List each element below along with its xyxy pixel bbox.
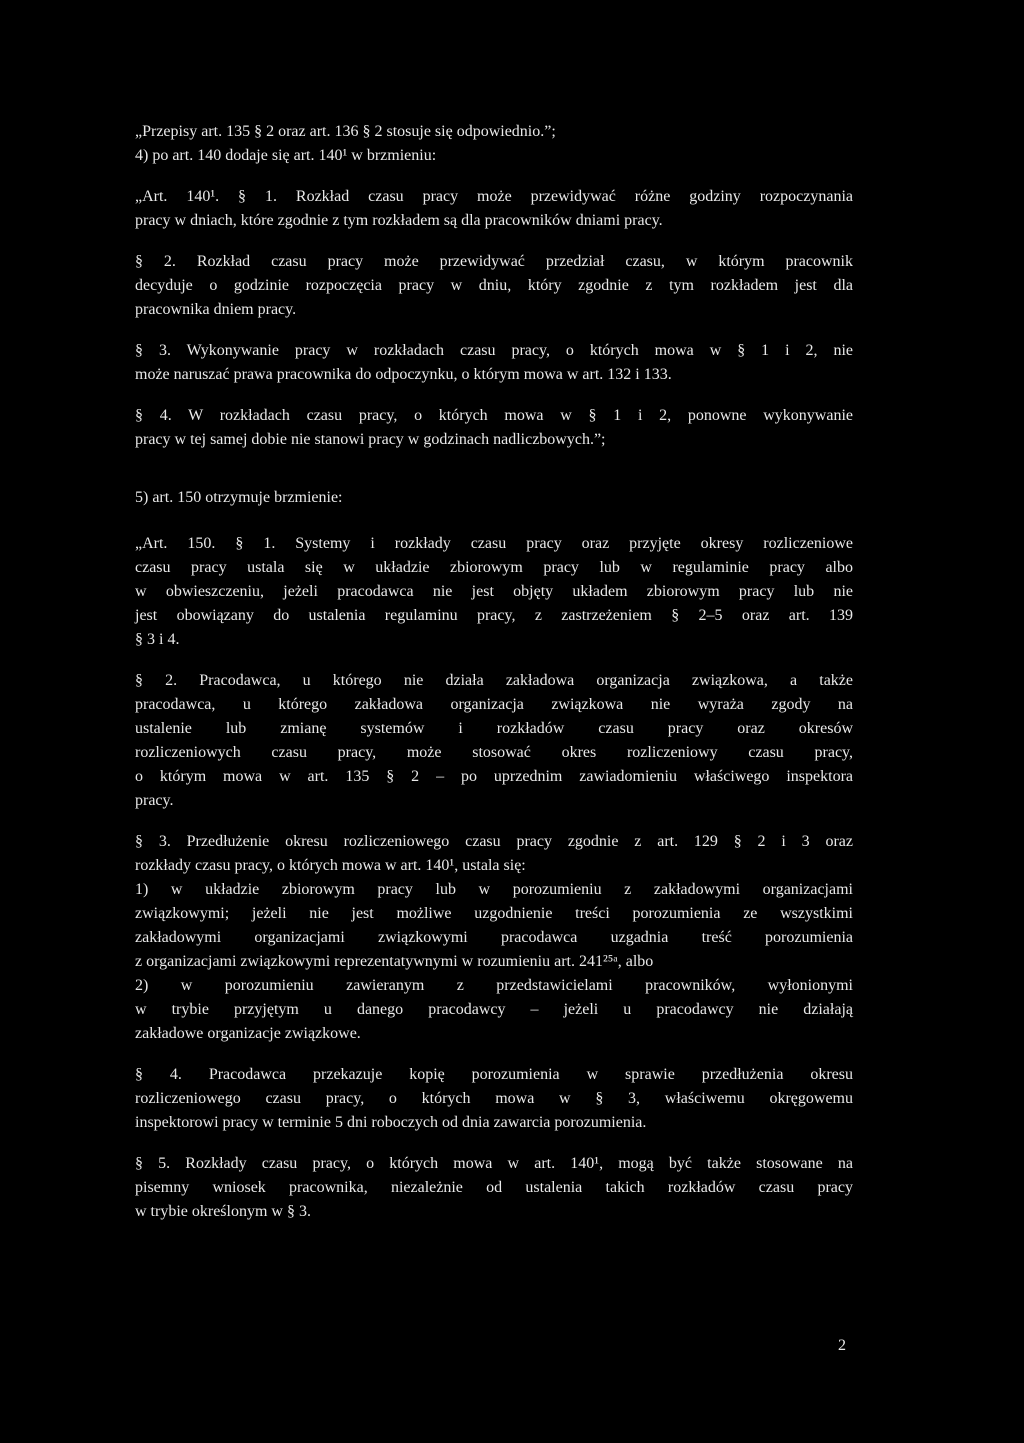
- article-140-1-paragraph-3-line: § 3. Wykonywanie pracy w rozkładach czasu pracy, o których mowa w § 1 i 2, nie: [135, 342, 853, 359]
- article-150-paragraph-1-line: czasu pracy ustala się w układzie zbiorowym pracy lub w regulaminie pracy albo: [135, 559, 853, 576]
- article-150-paragraph-2-line: rozliczeniowych czasu pracy, może stosować okres rozliczeniowy czasu pracy,: [135, 744, 853, 761]
- article-150-paragraph-3-point-1-line: 1) w układzie zbiorowym pracy lub w porozumieniu z zakładowymi organizacjami: [135, 881, 853, 898]
- list-item-5: 5) art. 150 otrzymuje brzmienie:: [135, 489, 343, 506]
- article-140-1-paragraph-1-line: „Art. 140¹. § 1. Rozkład czasu pracy może przewidywać różne godziny rozpoczynania: [135, 188, 853, 205]
- article-150-paragraph-3-point-2-line: zakładowe organizacje związkowe.: [135, 1025, 361, 1042]
- page-number: 2: [838, 1337, 846, 1354]
- article-140-1-paragraph-4-line: pracy w tej samej dobie nie stanowi pracy w godzinach nadliczbowych.”;: [135, 431, 606, 448]
- article-140-1-paragraph-2-line: § 2. Rozkład czasu pracy może przewidywać przedział czasu, w którym pracownik: [135, 253, 853, 270]
- article-150-paragraph-1-line: jest obowiązany do ustalenia regulaminu pracy, z zastrzeżeniem § 2–5 oraz art. 139: [135, 607, 853, 624]
- article-150-paragraph-1-line: w obwieszczeniu, jeżeli pracodawca nie jest objęty układem zbiorowym pracy lub nie: [135, 583, 853, 600]
- article-150-paragraph-3-point-2-line: w trybie przyjętym u danego pracodawcy – jeżeli u pracodawcy nie działają: [135, 1001, 853, 1018]
- article-150-paragraph-4-line: § 4. Pracodawca przekazuje kopię porozumienia w sprawie przedłużenia okresu: [135, 1066, 853, 1083]
- article-150-paragraph-1-line: „Art. 150. § 1. Systemy i rozkłady czasu pracy oraz przyjęte okresy rozliczeniowe: [135, 535, 853, 552]
- article-150-paragraph-2-line: ustalenie lub zmianę systemów i rozkładów czasu pracy oraz okresów: [135, 720, 853, 737]
- article-150-paragraph-4-line: rozliczeniowego czasu pracy, o których mowa w § 3, właściwemu okręgowemu: [135, 1090, 853, 1107]
- article-150-paragraph-3-line: § 3. Przedłużenie okresu rozliczeniowego czasu pracy zgodnie z art. 129 § 2 i 3 oraz: [135, 833, 853, 850]
- article-150-paragraph-1-line: § 3 i 4.: [135, 631, 180, 648]
- article-140-1-paragraph-3-line: może naruszać prawa pracownika do odpoczynku, o którym mowa w art. 132 i 133.: [135, 366, 672, 383]
- article-150-paragraph-3-line: rozkłady czasu pracy, o których mowa w art. 140¹, ustala się:: [135, 857, 526, 874]
- text-line: „Przepisy art. 135 § 2 oraz art. 136 § 2 stosuje się odpowiednio.”;: [135, 123, 556, 140]
- article-150-paragraph-2-line: pracodawca, u którego zakładowa organizacja związkowa nie wyraża zgody na: [135, 696, 853, 713]
- article-140-1-paragraph-1-line: pracy w dniach, które zgodnie z tym rozkładem są dla pracowników dniami pracy.: [135, 212, 663, 229]
- article-140-1-paragraph-2-line: pracownika dniem pracy.: [135, 301, 297, 318]
- article-150-paragraph-3-point-1-line: zakładowymi organizacjami związkowymi pracodawca uzgadnia treść porozumienia: [135, 929, 853, 946]
- article-150-paragraph-3-point-2-line: 2) w porozumieniu zawieranym z przedstawicielami pracowników, wyłonionymi: [135, 977, 853, 994]
- article-150-paragraph-5-line: § 5. Rozkłady czasu pracy, o których mowa w art. 140¹, mogą być także stosowane na: [135, 1155, 853, 1172]
- article-150-paragraph-5-line: pisemny wniosek pracownika, niezależnie od ustalenia takich rozkładów czasu pracy: [135, 1179, 853, 1196]
- article-150-paragraph-3-point-1-line: związkowymi; jeżeli nie jest możliwe uzgodnienie treści porozumienia ze wszystkimi: [135, 905, 853, 922]
- article-140-1-paragraph-4-line: § 4. W rozkładach czasu pracy, o których mowa w § 1 i 2, ponowne wykonywanie: [135, 407, 853, 424]
- article-150-paragraph-2-line: § 2. Pracodawca, u którego nie działa zakładowa organizacja związkowa, a także: [135, 672, 853, 689]
- article-150-paragraph-5-line: w trybie określonym w § 3.: [135, 1203, 311, 1220]
- article-150-paragraph-2-line: pracy.: [135, 792, 174, 809]
- article-150-paragraph-2-line: o którym mowa w art. 135 § 2 – po uprzednim zawiadomieniu właściwego inspektora: [135, 768, 853, 785]
- article-150-paragraph-4-line: inspektorowi pracy w terminie 5 dni roboczych od dnia zawarcia porozumienia.: [135, 1114, 647, 1131]
- document-page: [135, 120, 853, 1224]
- article-140-1-paragraph-2-line: decyduje o godzinie rozpoczęcia pracy w dniu, który zgodnie z tym rozkładem jest dla: [135, 277, 853, 294]
- article-150-paragraph-3-point-1-line: z organizacjami związkowymi reprezentatywnymi w rozumieniu art. 241²⁵ᵃ, albo: [135, 953, 654, 970]
- list-item-4: 4) po art. 140 dodaje się art. 140¹ w brzmieniu:: [135, 147, 437, 164]
